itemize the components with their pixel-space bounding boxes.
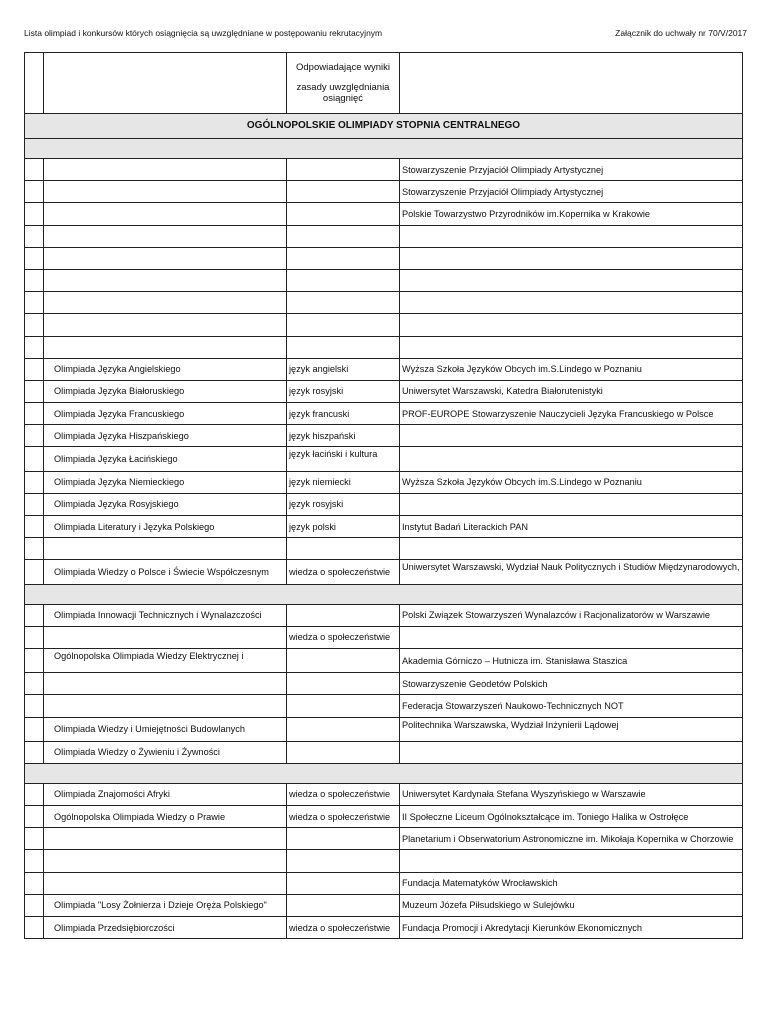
subject-cell: wiedza o społeczeństwie — [287, 560, 400, 584]
organizer-cell: Polskie Towarzystwo Przyrodników im.Kopernika w Krakowie — [400, 203, 743, 225]
organizer-cell: Stowarzyszenie Przyjaciół Olimpiady Artystycznej — [400, 159, 743, 181]
olympiad-name-cell — [44, 247, 287, 269]
header-results-cell — [287, 53, 400, 114]
olympiad-name-cell — [44, 626, 287, 648]
organizer-cell — [400, 850, 743, 872]
olympiad-name-cell: Olimpiada Literatury i Języka Polskiego — [44, 516, 287, 538]
organizer-cell: Stowarzyszenie Geodetów Polskich — [400, 673, 743, 695]
table-row — [25, 673, 743, 695]
subject-cell: wiedza o społeczeństwie — [287, 917, 400, 939]
row-number-cell — [25, 203, 44, 225]
organizer-cell: II Społeczne Liceum Ogólnokształcące im. Toniego Halika w Ostrołęce — [400, 806, 743, 828]
subject-cell — [287, 538, 400, 560]
organizer-cell: Politechnika Warszawska, Wydział Inżynierii Lądowej — [400, 717, 743, 741]
row-number-cell — [25, 159, 44, 181]
row-number-cell — [25, 269, 44, 291]
olympiad-name-cell: Ogólnopolska Olimpiada Wiedzy Elektrycznej i — [44, 648, 287, 672]
table-row — [25, 741, 743, 763]
table-row — [25, 358, 743, 380]
header-rules-label: zasady uwzględniania osiągnięć — [296, 82, 390, 104]
subject-cell — [287, 872, 400, 894]
organizer-cell: Federacja Stowarzyszeń Naukowo-Technicznych NOT — [400, 695, 743, 717]
table-row — [25, 314, 743, 336]
subject-cell: wiedza o społeczeństwie — [287, 806, 400, 828]
table-row — [25, 203, 743, 225]
organizer-cell — [400, 314, 743, 336]
subject-cell — [287, 292, 400, 314]
organizer-cell — [400, 447, 743, 471]
organizer-cell — [400, 425, 743, 447]
cell — [400, 53, 743, 114]
subject-cell — [287, 247, 400, 269]
olympiad-name-cell — [44, 203, 287, 225]
row-number-cell — [25, 783, 44, 805]
olympiad-name-cell: Olimpiada Znajomości Afryki — [44, 783, 287, 805]
row-number-cell — [25, 336, 44, 358]
row-number-cell — [25, 806, 44, 828]
olympiad-name-cell — [44, 225, 287, 247]
subject-cell: język francuski — [287, 403, 400, 425]
subject-cell — [287, 828, 400, 850]
row-number-cell — [25, 292, 44, 314]
table-row — [25, 872, 743, 894]
row-number-cell — [25, 917, 44, 939]
row-number-cell — [25, 447, 44, 471]
olympiad-name-cell — [44, 336, 287, 358]
olympiad-name-cell — [44, 314, 287, 336]
subject-cell — [287, 269, 400, 291]
row-number-cell — [25, 247, 44, 269]
document-header-right: Załącznik do uchwały nr 70/V/2017 — [615, 28, 747, 38]
olympiad-name-cell — [44, 695, 287, 717]
row-number-cell — [25, 380, 44, 402]
olympiad-name-cell: Olimpiada Wiedzy i Umiejętności Budowlanych — [44, 717, 287, 741]
olympiad-name-cell: Olimpiada "Losy Żołnierza i Dzieje Oręża Polskiego" — [44, 894, 287, 916]
subject-cell: język hiszpański — [287, 425, 400, 447]
organizer-cell — [400, 493, 743, 515]
olympiad-name-cell: Olimpiada Języka Łacińskiego — [44, 447, 287, 471]
subject-cell: język angielski — [287, 358, 400, 380]
row-number-cell — [25, 358, 44, 380]
olympiad-name-cell: Olimpiada Przedsiębiorczości — [44, 917, 287, 939]
table-row — [25, 471, 743, 493]
table-row — [25, 516, 743, 538]
organizer-cell: Instytut Badań Literackich PAN — [400, 516, 743, 538]
row-number-cell — [25, 225, 44, 247]
olympiad-name-cell — [44, 292, 287, 314]
olympiad-name-cell — [44, 181, 287, 203]
olympiad-name-cell — [44, 269, 287, 291]
olympiad-name-cell — [44, 538, 287, 560]
row-number-cell — [25, 425, 44, 447]
cell — [25, 53, 44, 114]
separator-row — [25, 763, 743, 783]
table-row — [25, 292, 743, 314]
row-number-cell — [25, 516, 44, 538]
subject-cell — [287, 604, 400, 626]
separator-row — [25, 584, 743, 604]
section-title-row — [25, 114, 743, 139]
row-number-cell — [25, 673, 44, 695]
subject-cell: wiedza o społeczeństwie — [287, 783, 400, 805]
table-row — [25, 917, 743, 939]
olympiad-name-cell: Olimpiada Wiedzy o Żywieniu i Żywności — [44, 741, 287, 763]
olympiad-name-cell: Olimpiada Języka Angielskiego — [44, 358, 287, 380]
table-row — [25, 159, 743, 181]
table-row — [25, 269, 743, 291]
subject-cell — [287, 717, 400, 741]
subject-cell — [287, 225, 400, 247]
table-row — [25, 447, 743, 471]
table-row — [25, 806, 743, 828]
organizer-cell — [400, 741, 743, 763]
row-number-cell — [25, 717, 44, 741]
subject-cell — [287, 648, 400, 672]
row-number-cell — [25, 741, 44, 763]
subject-cell — [287, 850, 400, 872]
table-row — [25, 560, 743, 584]
subject-cell: język niemiecki — [287, 471, 400, 493]
row-number-cell — [25, 493, 44, 515]
table-row — [25, 695, 743, 717]
organizer-cell — [400, 336, 743, 358]
subject-cell — [287, 741, 400, 763]
row-number-cell — [25, 850, 44, 872]
row-number-cell — [25, 648, 44, 672]
table-row — [25, 717, 743, 741]
table-header-row — [25, 53, 743, 114]
olympiad-name-cell: Olimpiada Języka Niemieckiego — [44, 471, 287, 493]
subject-cell — [287, 336, 400, 358]
organizer-cell: Wyższa Szkoła Języków Obcych im.S.Lindego w Poznaniu — [400, 471, 743, 493]
organizer-cell: Polski Związek Stowarzyszeń Wynalazców i Racjonalizatorów w Warszawie — [400, 604, 743, 626]
cell — [44, 53, 287, 114]
row-number-cell — [25, 828, 44, 850]
row-number-cell — [25, 181, 44, 203]
subject-cell: język polski — [287, 516, 400, 538]
organizer-cell: Uniwersytet Warszawski, Wydział Nauk Politycznych i Studiów Międzynarodowych, — [400, 560, 743, 584]
subject-cell — [287, 159, 400, 181]
organizer-cell: Akademia Górniczo – Hutnicza im. Stanisława Staszica — [400, 648, 743, 672]
subject-cell — [287, 314, 400, 336]
organizer-cell: Fundacja Promocji i Akredytacji Kierunków Ekonomicznych — [400, 917, 743, 939]
olympiad-table — [24, 52, 743, 939]
table-row — [25, 403, 743, 425]
organizer-cell: Wyższa Szkoła Języków Obcych im.S.Lindego w Poznaniu — [400, 358, 743, 380]
separator-row — [25, 139, 743, 159]
table-row — [25, 648, 743, 672]
organizer-cell: PROF-EUROPE Stowarzyszenie Nauczycieli Języka Francuskiego w Polsce — [400, 403, 743, 425]
olympiad-name-cell — [44, 828, 287, 850]
organizer-cell: Uniwersytet Warszawski, Katedra Białorutenistyki — [400, 380, 743, 402]
table-row — [25, 604, 743, 626]
organizer-cell — [400, 538, 743, 560]
organizer-cell — [400, 247, 743, 269]
section-title: OGÓLNOPOLSKIE OLIMPIADY STOPNIA CENTRALNEGO — [25, 114, 743, 139]
organizer-cell: Fundacja Matematyków Wrocławskich — [400, 872, 743, 894]
table-row — [25, 894, 743, 916]
table-row — [25, 225, 743, 247]
olympiad-name-cell: Olimpiada Języka Rosyjskiego — [44, 493, 287, 515]
table-row — [25, 828, 743, 850]
subject-cell — [287, 673, 400, 695]
subject-cell: język rosyjski — [287, 493, 400, 515]
row-number-cell — [25, 538, 44, 560]
row-number-cell — [25, 471, 44, 493]
organizer-cell: Planetarium i Obserwatorium Astronomiczne im. Mikołaja Kopernika w Chorzowie — [400, 828, 743, 850]
document-header-left: Lista olimpiad i konkursów których osiągnięcia są uwzględniane w postępowaniu rekrutacyjnym — [24, 28, 383, 38]
olympiad-name-cell — [44, 159, 287, 181]
subject-cell: wiedza o społeczeństwie — [287, 626, 400, 648]
table-row — [25, 247, 743, 269]
organizer-cell: Muzeum Józefa Piłsudskiego w Sulejówku — [400, 894, 743, 916]
row-number-cell — [25, 403, 44, 425]
subject-cell — [287, 695, 400, 717]
table-row — [25, 181, 743, 203]
table-row — [25, 850, 743, 872]
row-number-cell — [25, 604, 44, 626]
organizer-cell — [400, 626, 743, 648]
olympiad-name-cell — [44, 872, 287, 894]
row-number-cell — [25, 894, 44, 916]
olympiad-name-cell: Olimpiada Innowacji Technicznych i Wynalazczości — [44, 604, 287, 626]
subject-cell: język rosyjski — [287, 380, 400, 402]
olympiad-name-cell — [44, 850, 287, 872]
organizer-cell — [400, 269, 743, 291]
table-row — [25, 425, 743, 447]
olympiad-name-cell: Olimpiada Języka Białoruskiego — [44, 380, 287, 402]
table-row — [25, 493, 743, 515]
olympiad-name-cell — [44, 673, 287, 695]
table-row — [25, 538, 743, 560]
olympiad-name-cell: Olimpiada Wiedzy o Polsce i Świecie Współczesnym — [44, 560, 287, 584]
olympiad-name-cell: Olimpiada Języka Hiszpańskiego — [44, 425, 287, 447]
row-number-cell — [25, 314, 44, 336]
subject-cell — [287, 894, 400, 916]
subject-cell — [287, 203, 400, 225]
olympiad-name-cell: Olimpiada Języka Francuskiego — [44, 403, 287, 425]
row-number-cell — [25, 695, 44, 717]
row-number-cell — [25, 872, 44, 894]
organizer-cell: Stowarzyszenie Przyjaciół Olimpiady Artystycznej — [400, 181, 743, 203]
subject-cell — [287, 181, 400, 203]
table-row — [25, 380, 743, 402]
row-number-cell — [25, 560, 44, 584]
olympiad-name-cell: Ogólnopolska Olimpiada Wiedzy o Prawie — [44, 806, 287, 828]
row-number-cell — [25, 626, 44, 648]
organizer-cell — [400, 292, 743, 314]
header-results-label: Odpowiadające wyniki — [296, 62, 390, 73]
table-row — [25, 336, 743, 358]
organizer-cell — [400, 225, 743, 247]
table-row — [25, 626, 743, 648]
organizer-cell: Uniwersytet Kardynała Stefana Wyszyńskiego w Warszawie — [400, 783, 743, 805]
subject-cell: język łaciński i kultura — [287, 447, 400, 471]
table-row — [25, 783, 743, 805]
